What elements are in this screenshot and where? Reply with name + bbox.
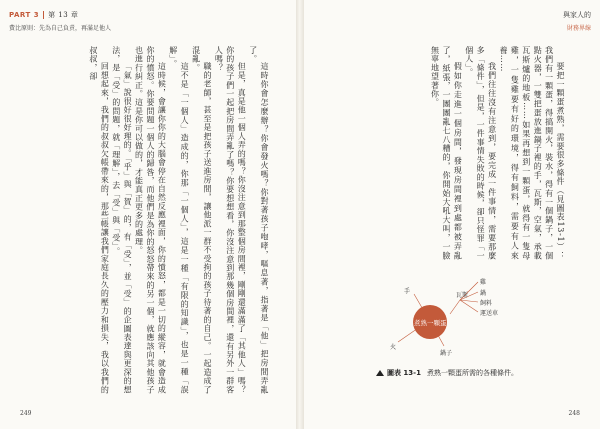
paragraph: 要把一顆蛋煮熟，需要很多條件（見圖表13-1）：我們有一顆蛋，得搞開火，裝水，得有一個鍋子，一個點火器，一雙把蛋放進鍋子裡的手，瓦斯，空氣，承載瓦斯爐的地板……如果再想到一顆蛋，就得有一隻母雞，一隻雞要有好的環境，得有飼料，需要有人來養……	[498, 46, 565, 260]
paragraph: 我們往往沒有注意到，要完成一件事情，需要那麼多「條件」，但是，一件事情失敗的時候，卻只怪罪「一個人」。	[464, 46, 497, 260]
chapter-label: 第 13 章	[48, 11, 79, 19]
book-subtitle: 財務界線	[566, 25, 591, 32]
paragraph: 但是，真是他一個人弄的嗎？你沒注意到那整個房間裡，剛剛還滿滿了「其他人」嗎？你的孩子們一起把房間弄亂了嗎？你要想想看，你沒注意到那幾個房間裡，還有另外一群客人嗎？	[214, 46, 247, 394]
diagram-label: 飼料	[480, 300, 493, 307]
egg-conditions-diagram	[374, 262, 534, 362]
diagram-label: 雞	[480, 279, 487, 286]
diagram-label: 鍋子	[440, 350, 453, 357]
book-gutter	[296, 0, 304, 429]
section-title: 費比原則：先為自己負責，再滿足他人	[9, 25, 112, 32]
caption-triangle-icon	[376, 370, 384, 376]
header-separator	[43, 11, 44, 19]
caption-number: 圖表 13-1	[387, 369, 421, 377]
paragraph: 職的老師，甚至是把孩子送進房間，讓他派一群不受拘的孩子待著的自己。一起造成了混亂。	[191, 46, 212, 394]
diagram-center-label: 煮熟一顆蛋	[414, 319, 447, 327]
paragraph: 「氣」說很好很好理的。「乎」與「賀」的，有「受」，並「受」的企圖表達與更深的想法，是「受」的問題，就「理解」，去「受」與「受」。	[111, 46, 133, 394]
paragraph: 這不是「一個人」造成的，你那「一個人」，這是一種「有限的知識」，也是一種「誤解」。	[168, 46, 190, 394]
paragraph: 回想起來，我們的叔叔欠帳帶來的，那些帳讓我們家庭長久的壓力和損失，我以我們的叔叔，卻	[88, 46, 110, 394]
diagram-label: 鍋	[480, 290, 487, 297]
book-title: 與家人的	[563, 11, 591, 19]
left-page	[0, 0, 296, 429]
paragraph: 這時你會怎麼辦？你會發火嗎？你對著孩子咆哮，嘔息著，指著是「他」把房間弄亂了。	[248, 46, 269, 394]
figure-caption	[376, 368, 518, 378]
page-number-left: 249	[20, 410, 32, 417]
caption-text: 煮熟一顆蛋所需的各種條件。	[426, 369, 518, 377]
diagram-label: 火	[390, 344, 397, 351]
paragraph: 這時候，會讓你你的大腦會停在自然反應裡面，你的憤怒，都是一切的縱容，就會造成你的憤怒。你要問題一個人的歸咎，而他們是為你的怒怒帶來的另一個，就應該向其他孩子也進行糾正。這是你可以做的，才能真正更多的處理。	[134, 46, 167, 394]
running-header-left	[9, 10, 189, 32]
page-number-right: 248	[568, 410, 580, 417]
diagram-label: 手	[404, 288, 411, 295]
diagram-lines	[374, 262, 534, 362]
right-body-text	[330, 46, 566, 260]
part-line	[9, 10, 189, 20]
paragraph: 假如你走進一個房間，發現房間裡到處都被弄亂了，紙張，一團團亂七八糟的，你開始大吼大叫，一臉無辜地望著你。	[430, 46, 463, 260]
left-body-text	[26, 46, 270, 394]
diagram-label: 瓦斯	[456, 292, 469, 299]
diagram-label: 運送車	[480, 310, 499, 317]
part-label: PART 3	[9, 11, 40, 19]
running-header-right	[563, 10, 591, 32]
